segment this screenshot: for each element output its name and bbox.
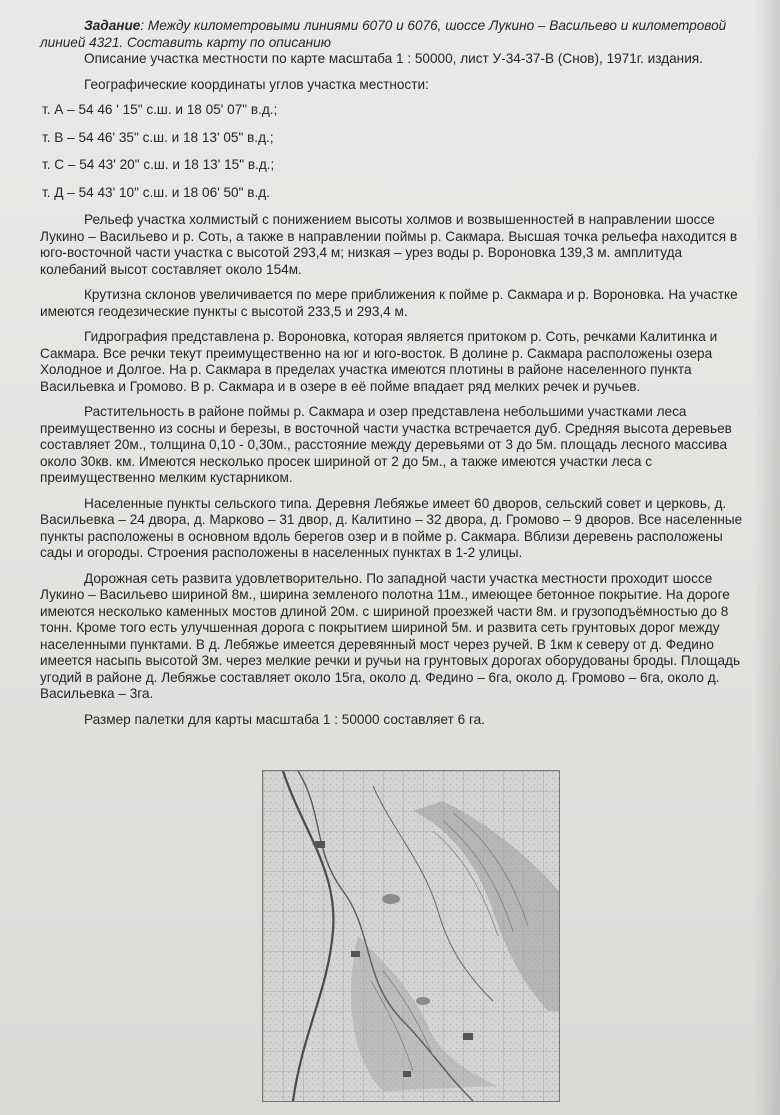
task-text: : Между километровыми линиями 6070 и 6076, шоссе Лукино – Васильево и километровой линией 4321. Составить карту по описанию: [40, 18, 727, 50]
paragraph-slopes: Крутизна склонов увеличивается по мере приближения к пойме р. Сакмара и р. Вороновка. На участке имеются геодезические пункты с высотой 233,5 и 293,4 м.: [40, 287, 738, 319]
paragraph-relief: Рельеф участка холмистый с понижением высоты холмов и возвышенностей в направлении шоссе Лукино – Васильево и р. Соть, а также в направлении поймы р. Сакмара. Высшая точка рельефа находится в юго-восточной части участка с высотой 293,4 м; низкая – урез воды р. Вороновка 139,3 м. амплитуда колебаний высот составляет около 154м.: [40, 212, 738, 277]
coord-d: т. Д – 54 43' 10" с.ш. и 18 06' 50" в.д.: [42, 184, 270, 200]
paragraph-palette: Размер палетки для карты масштаба 1 : 50000 составляет 6 га.: [84, 711, 485, 727]
coords-heading: Географические координаты углов участка местности:: [84, 76, 429, 92]
page-shadow: [754, 0, 780, 1115]
coords-list: [40, 102, 752, 201]
coord-b: т. В – 54 46' 35" с.ш. и 18 13' 05" в.д.;: [42, 129, 274, 145]
topographic-map-image: [262, 770, 560, 1102]
paragraph-vegetation: Растительность в районе поймы р. Сакмара и озер представлена небольшими участками леса преимущественно из сосны и березы, в восточной части участка встречается дуб. Средняя высота деревьев составляет 20м., толщина 0,10 - 0,30м., расстояние между деревьями от 3 до 5м. площадь лесного массива около 30кв. км. Имеются несколько просек шириной от 2 до 5м., а также имеются участки леса с преимущественно мелким кустарником.: [40, 404, 732, 485]
task-label: Задание: [84, 18, 141, 33]
paragraph-roads: Дорожная сеть развита удовлетворительно. По западной части участка местности проходит шоссе Лукино – Васильево шириной 8м., ширина земленого полотна 11м., имеющее бетонное покрытие. На дороге имеются несколько каменных мостов длиной 20м. с шириной проезжей части 8м. и грузоподъёмностью до 8 тонн. Кроме того есть улучшенная дорога с покрытием шириной 5м. и развита сеть грунтовых дорог между населенными пунктами. В д. Лебяжье имеется деревянный мост через ручей. В 1км к северу от д. Федино имеется насыпь высотой 3м. через мелкие речки и ручьи на грунтовых дорогах оборудованы броды. Площадь угодий в районе д. Лебяжье составляет около 15га, около д. Федино – 6га, около д. Громово – 6га, около д. Васильевка – 3га.: [40, 570, 741, 701]
map-drawing: [263, 771, 559, 1101]
paragraph-settlements: Населенные пункты сельского типа. Деревня Лебяжье имеет 60 дворов, сельский совет и церковь, д. Васильевка – 24 двора, д. Марково – 31 двор, д. Калитино – 32 двора, д. Громово – 9 дворов. Все населенные пункты расположены в основном вдоль берегов озер и в пойме р. Сакмара. Вблизи деревень расположены сады и огороды. Строения расположены в населенных пунктах в 1-2 улицы.: [40, 495, 743, 560]
description-line: Описание участка местности по карте масштаба 1 : 50000, лист У-34-37-В (Снов), 1971г. издания.: [84, 51, 703, 66]
coord-c: т. С – 54 43' 20" с.ш. и 18 13' 15" в.д.;: [42, 157, 275, 172]
coord-a: т. А – 54 46 ' 15" с.ш. и 18 05' 07" в.д.;: [42, 102, 278, 117]
task-statement: [40, 18, 752, 51]
paragraph-hydrography: Гидрография представлена р. Вороновка, которая является притоком р. Соть, речками Калитинка и Сакмара. Все речки текут преимущественно на юг и юго-восток. В долине р. Сакмара расположены озера Холодное и Долгое. На р. Сакмара в пределах участка имеются плотины в районе населенного пункта Васильевка и Громово. В р. Сакмара и в озере в её пойме впадает ряд мелких речек и ручьев.: [40, 329, 718, 394]
document-text: [40, 18, 752, 737]
